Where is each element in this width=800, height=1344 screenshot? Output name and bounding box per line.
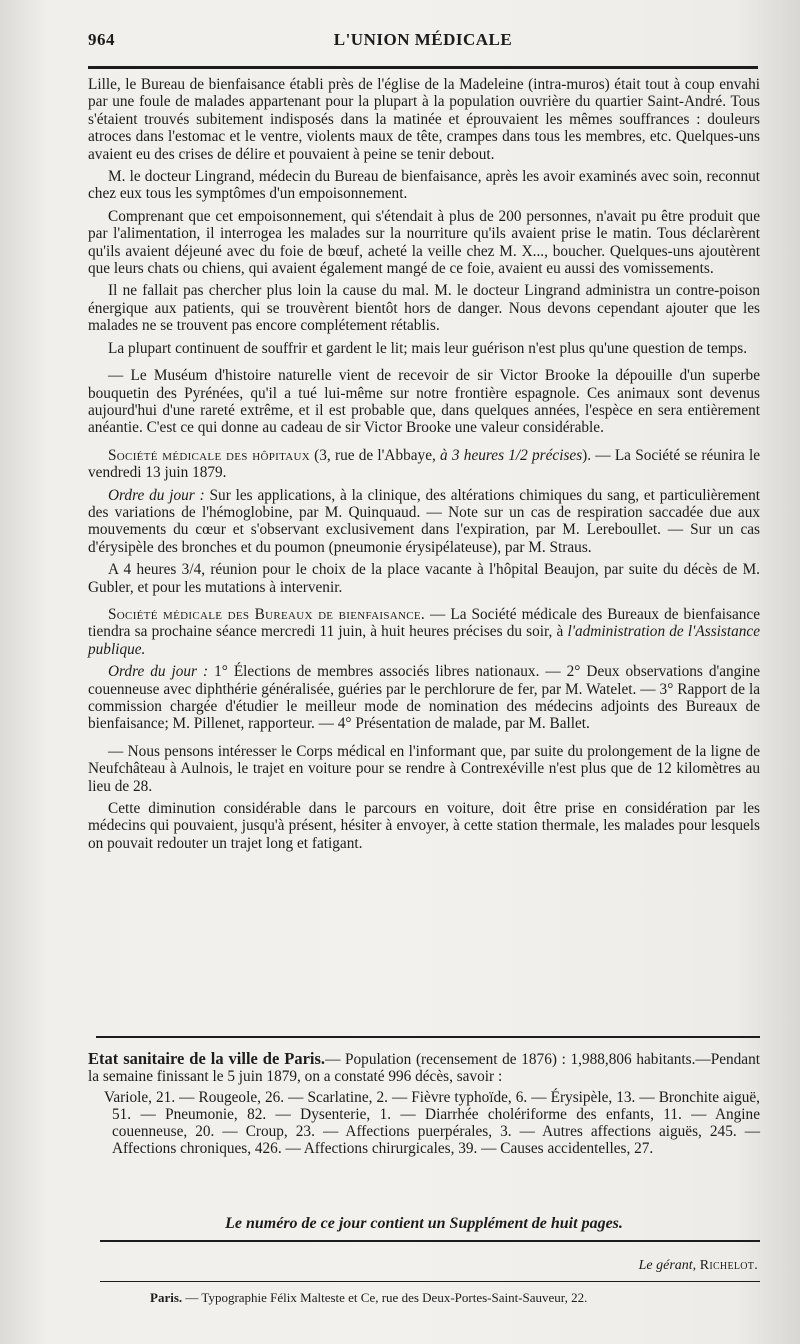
societe-hopitaux-name: Société médicale des hôpitaux	[108, 446, 310, 464]
gerant-name: Richelot.	[699, 1258, 758, 1273]
societe-hopitaux-rest: ). — La Société se réunira le vendredi 13 juin 1879.	[88, 446, 761, 482]
footer-rule-thin	[100, 1281, 760, 1282]
societe-bureaux-name: Société médicale des Bureaux de bienfaisance.	[108, 605, 426, 623]
journal-title: L'UNION MÉDICALE	[333, 30, 513, 49]
societe-bureaux-admin: l'administration de l'Assistance publique.	[88, 623, 760, 658]
footer-rule	[100, 1240, 760, 1242]
ordre-du-jour-label: Ordre du jour :	[108, 486, 205, 504]
header-rule	[88, 66, 758, 69]
paragraph-contrexeville: — Nous pensons intéresser le Corps médical en l'informant que, par suite du prolongement de la ligne de Neufchâteau à Aulnois, le trajet en voiture pour se rendre à Contrexéville n'est plus que de 12 kilomètres au lieu de 28.	[88, 742, 760, 795]
section-rule	[96, 1036, 760, 1038]
paragraph-beaujon: A 4 heures 3/4, réunion pour le choix de la place vacante à l'hôpital Beaujon, par suite du décès de M. Gubler, et pour les mutations à intervenir.	[88, 561, 760, 596]
printer-imprint	[150, 1290, 750, 1306]
etat-sanitaire-title: Etat sanitaire de la ville de Paris.	[88, 1049, 326, 1068]
page-number: 964	[88, 30, 115, 49]
etat-sanitaire-population: — Population (recensement de 1876) : 1,988,806 habitants.—Pendant la semaine finissant le 5 juin 1879, on a constaté 996 décès, savoir :	[88, 1051, 760, 1085]
paragraph-lingrand: M. le docteur Lingrand, médecin du Bureau de bienfaisance, après les avoir examinés avec soin, reconnut chez eux tous les symptômes d'un empoisonnement.	[88, 168, 760, 203]
paragraph-empoisonnement: Comprenant que cet empoisonnement, qui s'étendait à plus de 200 personnes, n'avait pu être produit que par l'alimentation, il interrogea les malades sur la nourriture qu'ils avaient prise le matin. Tous déclarèrent qu'ils avaient déjeuné avec du foie de bœuf, acheté la veille chez M. X..., boucher. Quelques-uns ajoutèrent que leurs chats ou chiens, qui avaient également mangé de ce foie, avaient eu aussi des vomissements.	[88, 207, 760, 278]
ordre-du-jour-text: 1° Élections de membres associés libres nationaux. — 2° Deux observations d'angine couenneuse avec diphthérie généralisée, guéries par le perchlorure de fer, par M. Watelet. — 3° Rapport de la commission chargée d'étudier le meilleur mode de nomination des médecins adjoints des Bureaux de bienfaisance; M. Pillenet, rapporteur. — 4° Présentation de malade, par M. Ballet.	[88, 663, 760, 733]
societe-bureaux-text: — La Société médicale des Bureaux de bienfaisance tiendra sa prochaine séance mercredi 11 juin, à huit heures précises du soir, à	[88, 605, 760, 641]
printer-text: — Typographie Félix Malteste et Ce, rue des Deux-Portes-Saint-Sauveur, 22.	[185, 1290, 588, 1305]
societe-bureaux-ordre	[88, 663, 760, 733]
etat-sanitaire-stats: Variole, 21. — Rougeole, 26. — Scarlatine, 2. — Fièvre typhoïde, 6. — Érysipèle, 13. — Bronchite aiguë, 51. — Pneumonie, 82. — Dysenterie, 1. — Diarrhée cholériforme des enfants, 11. — Angine couenneuse, 20. — Croup, 23. — Affections puerpérales, 3. — Autres affections aiguës, 245. — Affections chroniques, 426. — Affections chirurgicales, 39. — Causes accidentelles, 27.	[104, 1089, 760, 1157]
paragraph-contre-poison: Il ne fallait pas chercher plus loin la cause du mal. M. le docteur Lingrand administra un contre-poison énergique aux patients, qui se trouvèrent bientôt hors de danger. Nous devons cependant ajouter que les malades ne se trouvent pas encore complétement rétablis.	[88, 282, 760, 335]
etat-sanitaire-section	[88, 1050, 760, 1161]
paragraph-museum: — Le Muséum d'histoire naturelle vient de recevoir de sir Victor Brooke la dépouille d'un superbe bouquetin des Pyrénées, qu'il a tué lui-même sur notre frontière espagnole. Ces animaux sont devenus aujourd'hui d'une rareté extrême, et il est probable que, dans quelques années, l'espèce en sera entièrement anéantie. C'est ce qui donne au cadeau de sir Victor Brooke une valeur considérable.	[88, 367, 760, 437]
ordre-du-jour-label: Ordre du jour :	[108, 663, 209, 681]
etat-sanitaire-intro	[88, 1050, 760, 1085]
gerant-signature	[88, 1258, 758, 1274]
article-body	[88, 76, 760, 857]
printer-city: Paris.	[150, 1290, 183, 1305]
societe-bureaux-announcement	[88, 606, 760, 658]
gerant-label: Le gérant,	[638, 1258, 697, 1273]
societe-hopitaux-ordre	[88, 487, 760, 557]
paragraph-diminution: Cette diminution considérable dans le parcours en voiture, doit être prise en considération par les médecins qui pouvaient, jusqu'à présent, hésiter à envoyer, à cette station thermale, les malades pour lesquels on pouvait redouter un trajet long et fatigant.	[88, 800, 760, 852]
ordre-du-jour-text: Sur les applications, à la clinique, des altérations chimiques du sang, et particulièrement des variations de l'hémoglobine, par M. Quinquaud. — Note sur un cas de respiration saccadée due aux mouvements du cœur et s'observant exclusivement dans l'expiration, par M. Lereboullet. — Sur un cas d'érysipèle des bronches et du poumon (pneumonie érysipélateuse), par M. Straus.	[88, 486, 760, 556]
societe-hopitaux-announcement	[88, 447, 760, 482]
supplement-notice: Le numéro de ce jour contient un Supplément de huit pages.	[225, 1215, 623, 1232]
paragraph-guerison: La plupart continuent de souffrir et gardent le lit; mais leur guérison n'est plus qu'une question de temps.	[108, 339, 748, 357]
societe-hopitaux-time: à 3 heures 1/2 précises	[440, 446, 583, 464]
page-header	[88, 30, 758, 54]
paragraph-lille: Lille, le Bureau de bienfaisance établi près de l'église de la Madeleine (intra-muros) était tout à coup envahi par une foule de malades appartenant pour la plupart à la population ouvrière du quartier Saint-André. Tous s'étaient trouvés subitement indisposés dans la matinée et éprouvaient les mêmes souffrances : douleurs atroces dans l'estomac et le ventre, violents maux de tête, crampes dans tous les membres, etc. Quelques-uns avaient eu des crises de délire et pouvaient à peine se tenir debout.	[88, 76, 760, 163]
societe-hopitaux-address: (3, rue de l'Abbaye,	[309, 446, 441, 464]
